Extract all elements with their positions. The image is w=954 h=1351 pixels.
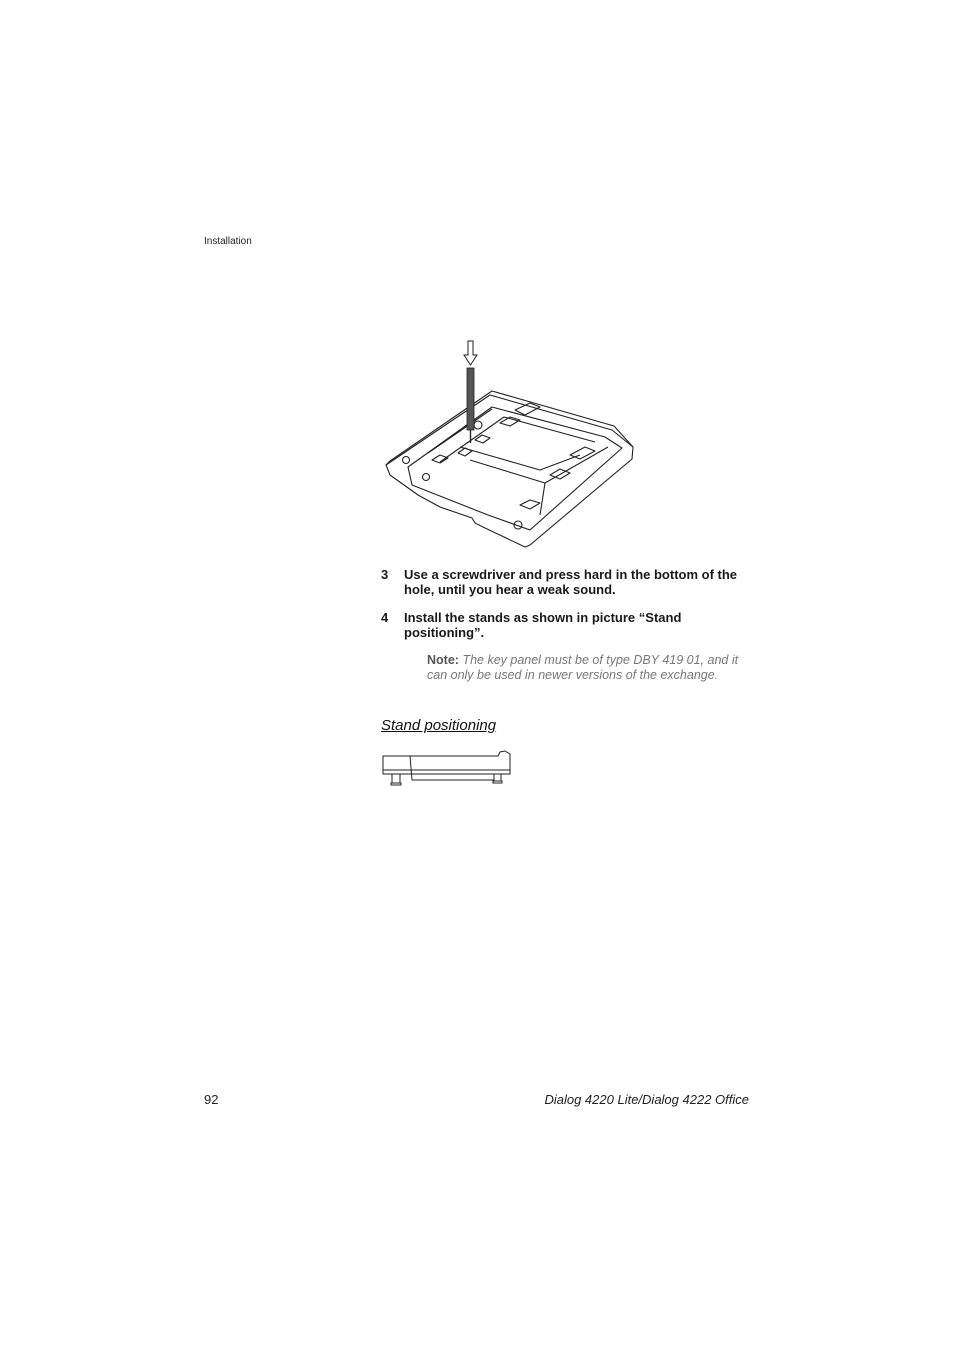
note-label: Note: bbox=[427, 653, 459, 667]
step-number: 3 bbox=[381, 567, 389, 582]
step-number: 4 bbox=[381, 610, 389, 625]
note-text: The key panel must be of type DBY 419 01, and it can only be used in newer versions of the exchange. bbox=[427, 653, 739, 682]
subsection-heading: Stand positioning bbox=[381, 717, 497, 734]
page-number: 92 bbox=[204, 1092, 219, 1107]
section-label: Installation bbox=[204, 236, 252, 247]
screwdriver-illustration bbox=[380, 335, 640, 553]
step-text: Use a screwdriver and press hard in the bottom of the hole, until you hear a weak sound. bbox=[404, 567, 738, 597]
stand-positioning-illustration bbox=[380, 748, 515, 788]
note-block bbox=[427, 653, 757, 683]
product-title: Dialog 4220 Lite/Dialog 4222 Office bbox=[544, 1092, 749, 1107]
step-text: Install the stands as shown in picture “Stand positioning”. bbox=[404, 610, 682, 640]
